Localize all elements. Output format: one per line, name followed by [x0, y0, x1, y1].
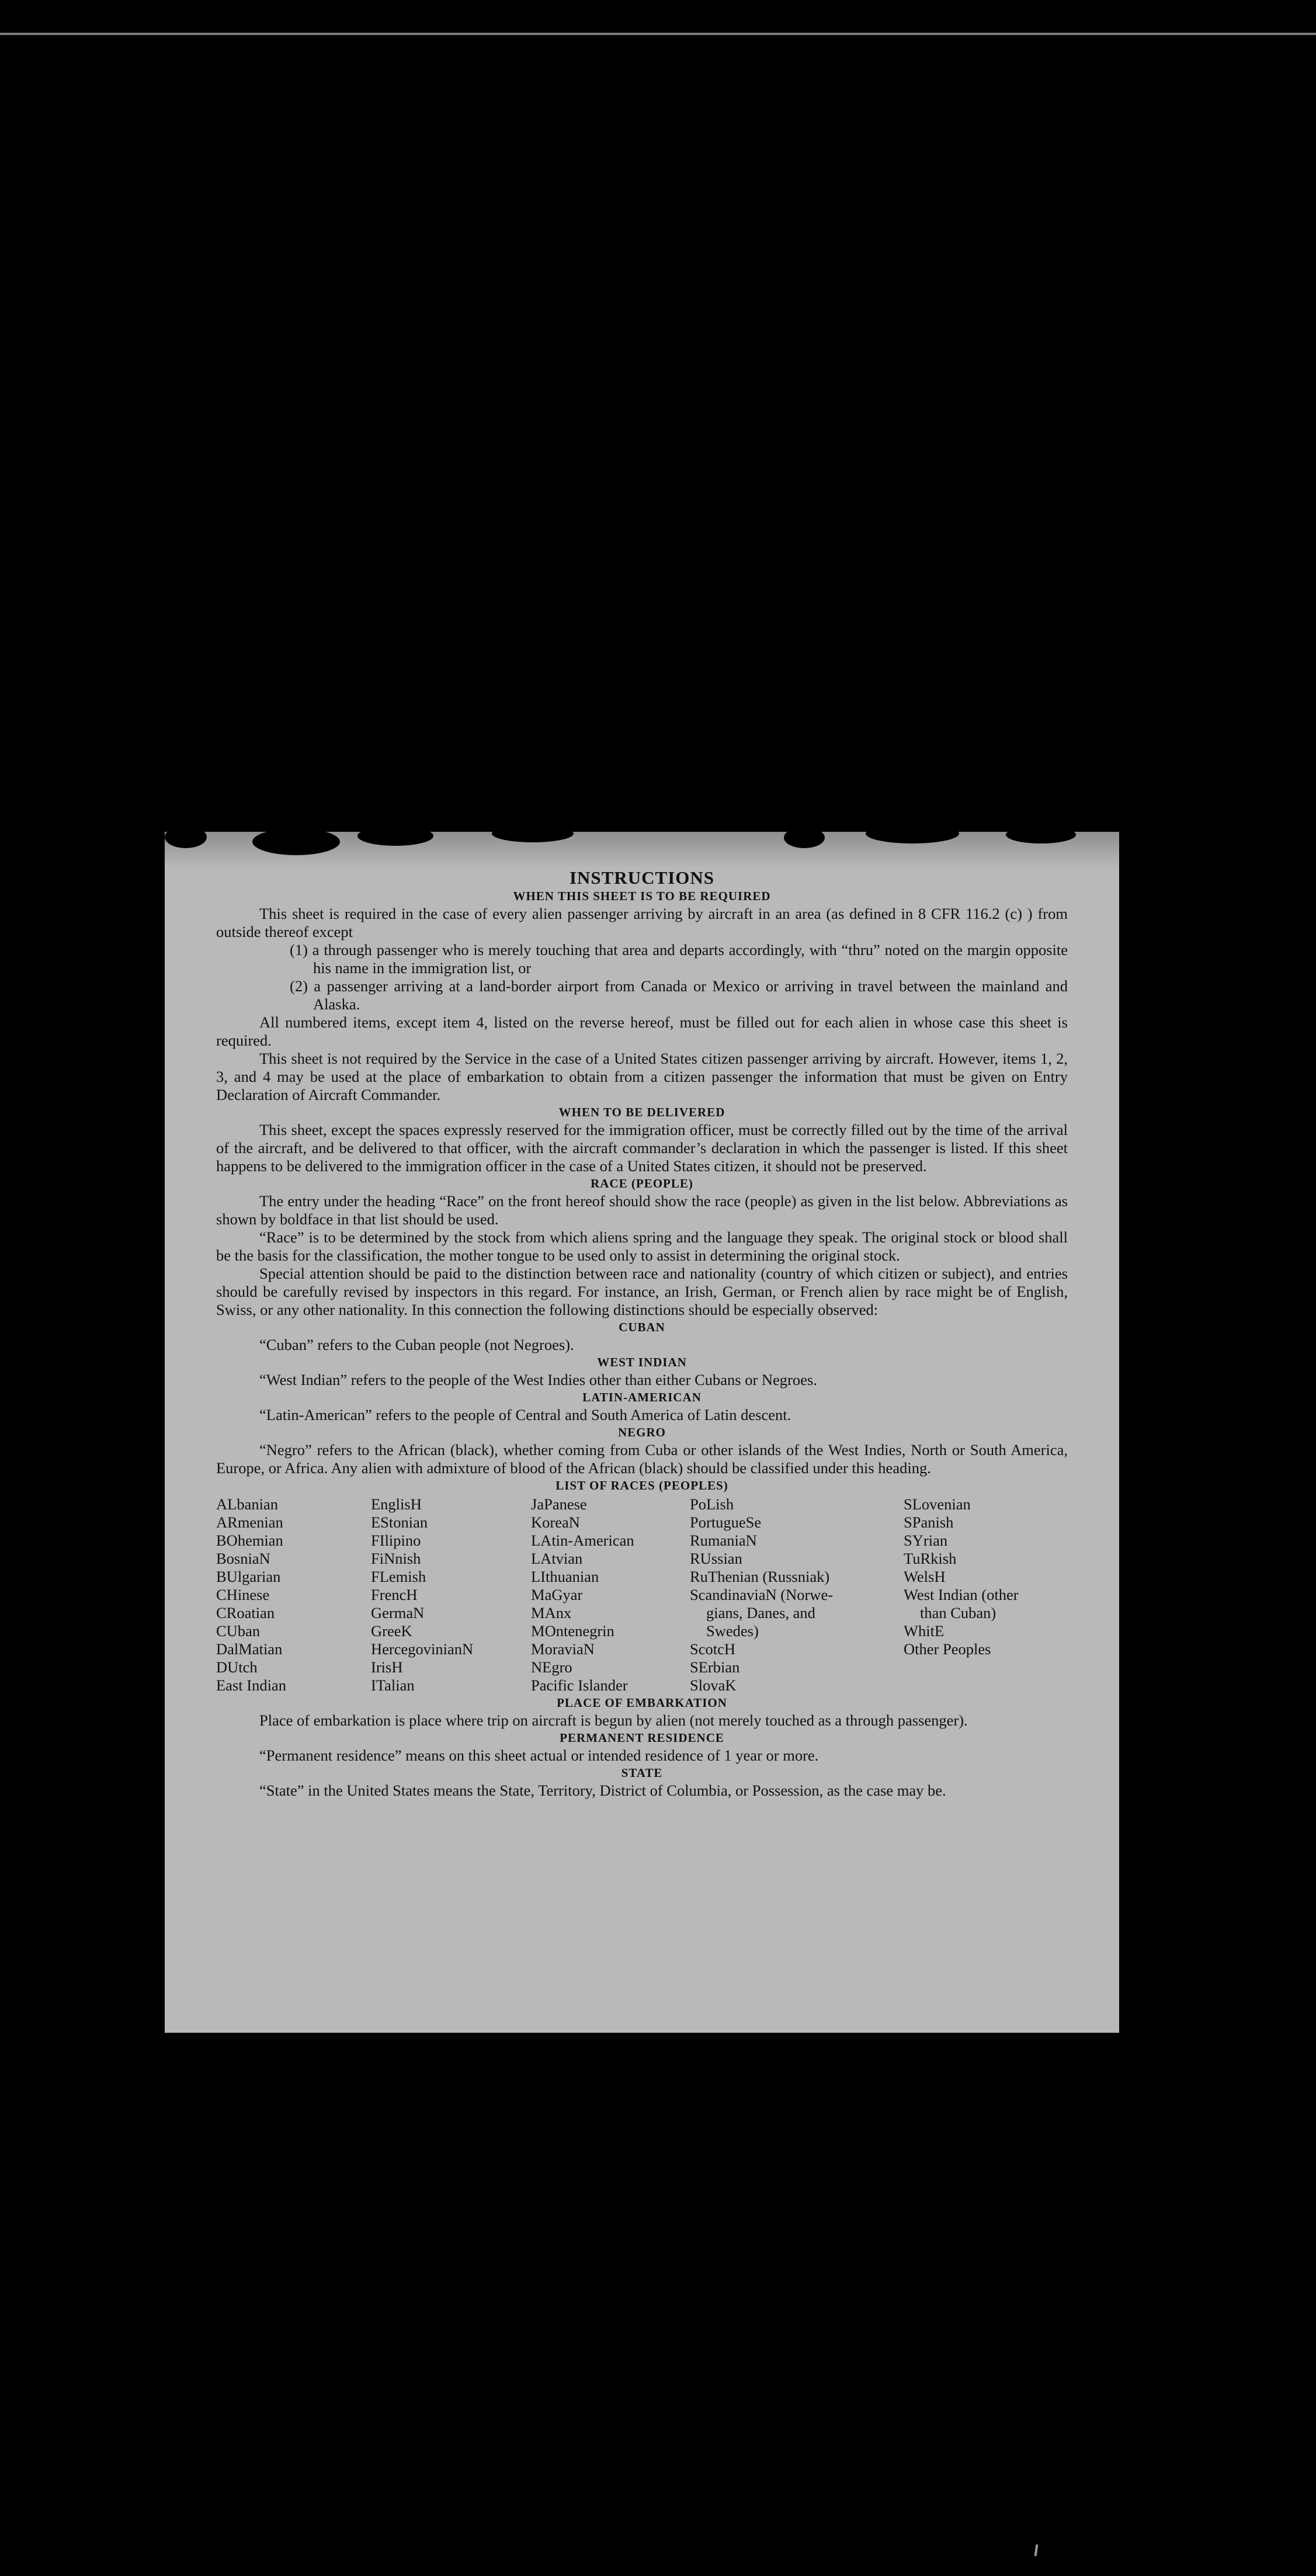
race-column: [690, 1495, 904, 1695]
race-entry: EnglisH: [371, 1495, 422, 1513]
race-entry: RumaniaN: [690, 1532, 757, 1549]
race-entry: RuThenian (Russniak): [690, 1568, 830, 1585]
race-entry: SErbian: [690, 1658, 740, 1676]
race-entry: EStonian: [371, 1513, 428, 1531]
page-title: INSTRUCTIONS: [569, 867, 714, 888]
torn-top-edge: [165, 832, 1119, 868]
race-entry: MoraviaN: [531, 1640, 595, 1658]
race-entry: ALbanian: [216, 1495, 278, 1513]
paragraph: “Race” is to be determined by the stock from which aliens spring and the language they speak. The original stock or blood shall be the basis for the classification, the mother tongue to be used only to assist in determining the original stock.: [216, 1228, 1068, 1264]
race-entry: West Indian (other: [904, 1586, 1019, 1603]
race-entry: FLemish: [371, 1568, 426, 1585]
race-entry: DUtch: [216, 1658, 258, 1676]
heading-list-of-races: LIST OF RACES (PEOPLES): [555, 1478, 728, 1492]
race-column: [531, 1495, 690, 1695]
race-entry: MAnx: [531, 1604, 572, 1622]
race-entry: FIlipino: [371, 1532, 421, 1549]
race-entry: CUban: [216, 1622, 261, 1640]
race-entry: BosniaN: [216, 1550, 270, 1567]
race-entry: CRoatian: [216, 1604, 275, 1622]
list-item: (1) a through passenger who is merely touching that area and departs accordingly, with “thru” noted on the margin opposite his name in the immigration list, or: [290, 941, 1068, 977]
race-entry: ScandinaviaN (Norwe-: [690, 1586, 834, 1603]
race-entry: RUssian: [690, 1550, 742, 1567]
heading-place-of-embarkation: PLACE OF EMBARKATION: [557, 1696, 727, 1710]
race-entry: PoLish: [690, 1495, 734, 1513]
race-column: [371, 1495, 531, 1695]
race-entry: gians, Danes, and: [706, 1604, 815, 1622]
race-entry: TuRkish: [904, 1550, 957, 1567]
paragraph: “Latin-American” refers to the people of Central and South America of Latin descent.: [259, 1406, 791, 1424]
paragraph: All numbered items, except item 4, listed on the reverse hereof, must be filled out for each alien in whose case this sheet is required.: [216, 1013, 1068, 1049]
paragraph: Place of embarkation is place where trip on aircraft is begun by alien (not merely touched as a through passenger).: [259, 1711, 968, 1729]
instructions-body: [216, 868, 1068, 1800]
race-column: [904, 1495, 1068, 1695]
race-entry: LIthuanian: [531, 1568, 599, 1585]
paragraph: “Cuban” refers to the Cuban people (not Negroes).: [259, 1336, 574, 1353]
paragraph: “West Indian” refers to the people of the West Indies other than either Cubans or Negroes.: [259, 1371, 817, 1388]
race-entry: BOhemian: [216, 1532, 283, 1549]
heading-cuban: CUBAN: [619, 1320, 665, 1334]
race-entry: LAtin-American: [531, 1532, 634, 1549]
race-entry: MaGyar: [531, 1586, 583, 1603]
race-entry: GermaN: [371, 1604, 425, 1622]
race-entry: SLovenian: [904, 1495, 971, 1513]
race-entry: MOntenegrin: [531, 1622, 614, 1640]
paragraph: This sheet is not required by the Service in the case of a United States citizen passenger arriving by aircraft. However, items 1, 2, 3, and 4 may be used at the place of embarkation to obtain from a citizen passenger the information that must be given on Entry Declaration of Aircraft Commander.: [216, 1050, 1068, 1103]
paragraph: “Negro” refers to the African (black), whether coming from Cuba or other islands of the West Indies, North or South America, Europe, or Africa. Any alien with admixture of blood of the African (black) should be classified under this heading.: [216, 1441, 1068, 1477]
race-entry: than Cuban): [920, 1604, 996, 1622]
paragraph: This sheet, except the spaces expressly reserved for the immigration officer, must be correctly filled out by the time of the arrival of the aircraft, and be delivered to that officer, with the aircraft commander’s declaration in which the passenger is listed. If this sheet happens to be delivered to the immigration officer in the case of a United States citizen, it should not be preserved.: [216, 1121, 1068, 1175]
heading-state: STATE: [621, 1766, 663, 1780]
race-entry: DalMatian: [216, 1640, 283, 1658]
race-entry: East Indian: [216, 1676, 286, 1694]
race-entry: CHinese: [216, 1586, 270, 1603]
list-item: (2) a passenger arriving at a land-border airport from Canada or Mexico or arriving in travel between the mainland and Alaska.: [290, 977, 1068, 1013]
race-entry: ARmenian: [216, 1513, 283, 1531]
race-entry: BUlgarian: [216, 1568, 281, 1585]
document-page: [165, 832, 1119, 2033]
race-entry: ScotcH: [690, 1640, 736, 1658]
race-entry: WhitE: [904, 1622, 945, 1640]
race-entry: SYrian: [904, 1532, 948, 1549]
race-entry: FrencH: [371, 1586, 418, 1603]
heading-race: RACE (PEOPLE): [591, 1176, 693, 1190]
paragraph: “Permanent residence” means on this sheet actual or intended residence of 1 year or more.: [259, 1747, 819, 1764]
race-entry: FiNnish: [371, 1550, 421, 1567]
race-entry: SlovaK: [690, 1676, 737, 1694]
paragraph: Special attention should be paid to the distinction between race and nationality (country of which citizen or subject), and entries should be carefully revised by inspectors in this regard. For instance, an Irish, German, or French alien by race might be of English, Swiss, or any other nationality. In this connection the following distinctions should be especially observed:: [216, 1265, 1068, 1318]
race-entry: NEgro: [531, 1658, 572, 1676]
race-entry: Swedes): [706, 1622, 759, 1640]
scan-mark: [1034, 2544, 1039, 2556]
race-entry: GreeK: [371, 1622, 412, 1640]
race-entry: ITalian: [371, 1676, 415, 1694]
race-column: [216, 1495, 371, 1695]
race-entry: JaPanese: [531, 1495, 587, 1513]
race-entry: WelsH: [904, 1568, 946, 1585]
paragraph: This sheet is required in the case of every alien passenger arriving by aircraft in an area (as defined in 8 CFR 116.2 (c) ) from outside thereof except: [216, 905, 1068, 940]
race-list: [216, 1495, 1068, 1695]
heading-west-indian: WEST INDIAN: [597, 1355, 687, 1369]
heading-when-required: WHEN THIS SHEET IS TO BE REQUIRED: [513, 889, 771, 903]
heading-negro: NEGRO: [617, 1425, 666, 1439]
scan-border-line: [0, 33, 1316, 35]
paragraph: “State” in the United States means the State, Territory, District of Columbia, or Possession, as the case may be.: [259, 1782, 946, 1799]
race-entry: SPanish: [904, 1513, 954, 1531]
heading-when-delivered: WHEN TO BE DELIVERED: [558, 1105, 725, 1119]
paragraph: The entry under the heading “Race” on the front hereof should show the race (people) as given in the list below. Abbreviations as shown by boldface in that list should be used.: [216, 1192, 1068, 1228]
heading-permanent-residence: PERMANENT RESIDENCE: [560, 1731, 724, 1745]
race-entry: LAtvian: [531, 1550, 583, 1567]
race-entry: KoreaN: [531, 1513, 580, 1531]
race-entry: HercegovinianN: [371, 1640, 474, 1658]
heading-latin-american: LATIN-AMERICAN: [582, 1390, 702, 1404]
race-entry: Other Peoples: [904, 1640, 991, 1658]
race-entry: PortugueSe: [690, 1513, 762, 1531]
race-entry: IrisH: [371, 1658, 403, 1676]
race-entry: Pacific Islander: [531, 1676, 628, 1694]
